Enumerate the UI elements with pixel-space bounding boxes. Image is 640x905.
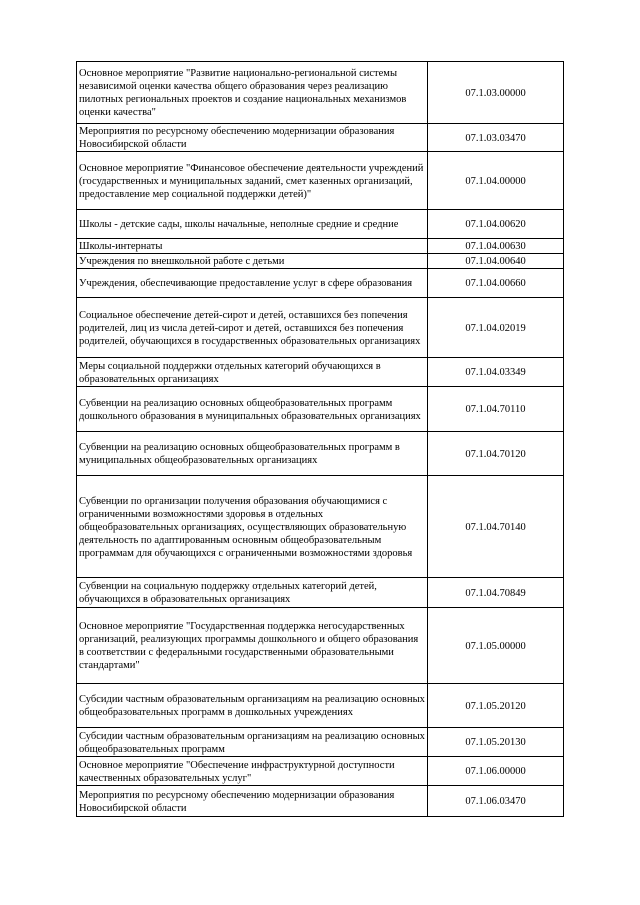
row-code-cell: 07.1.04.70110 (428, 387, 564, 432)
row-code-cell: 07.1.04.70140 (428, 476, 564, 578)
row-code-cell: 07.1.03.00000 (428, 62, 564, 124)
table-row (77, 152, 564, 210)
row-name-cell: Школы-интернаты (77, 239, 428, 254)
row-code-cell: 07.1.05.20120 (428, 684, 564, 728)
row-name-cell: Субвенции на реализацию основных общеобразовательных программ в муниципальных общеобразовательных организациях (77, 432, 428, 476)
row-name-cell: Субвенции по организации получения образования обучающимися с ограниченными возможностями здоровья в отдельных общеобразовательных организациях, осуществляющих образовательную деятельность по адаптированным основным общеобразовательным программам для обучающихся с ограниченными возможностями здоровья (77, 476, 428, 578)
table-row (77, 254, 564, 269)
row-code-cell: 07.1.04.02019 (428, 298, 564, 358)
table-row (77, 786, 564, 817)
budget-classification-table (76, 61, 564, 817)
row-name-cell: Субсидии частным образовательным организациям на реализацию основных общеобразовательных программ (77, 728, 428, 757)
row-name-cell: Учреждения, обеспечивающие предоставление услуг в сфере образования (77, 269, 428, 298)
row-code-cell: 07.1.03.03470 (428, 124, 564, 152)
table-row (77, 578, 564, 608)
table-row (77, 728, 564, 757)
row-name-cell: Учреждения по внешкольной работе с детьми (77, 254, 428, 269)
table-row (77, 269, 564, 298)
table-row (77, 476, 564, 578)
table-row (77, 387, 564, 432)
row-code-cell: 07.1.04.00620 (428, 210, 564, 239)
row-name-cell: Социальное обеспечение детей-сирот и детей, оставшихся без попечения родителей, лиц из числа детей-сирот и детей, оставшихся без попечения родителей, обучающихся в государственных образовательных организациях (77, 298, 428, 358)
table-row (77, 757, 564, 786)
row-name-cell: Мероприятия по ресурсному обеспечению модернизации образования Новосибирской области (77, 786, 428, 817)
row-code-cell: 07.1.06.00000 (428, 757, 564, 786)
row-name-cell: Основное мероприятие "Обеспечение инфраструктурной доступности качественных образовательных услуг" (77, 757, 428, 786)
row-code-cell: 07.1.06.03470 (428, 786, 564, 817)
table-row (77, 62, 564, 124)
row-code-cell: 07.1.04.00630 (428, 239, 564, 254)
table-row (77, 608, 564, 684)
table-body (77, 62, 564, 817)
row-code-cell: 07.1.05.00000 (428, 608, 564, 684)
row-code-cell: 07.1.04.03349 (428, 358, 564, 387)
row-name-cell: Основное мероприятие "Финансовое обеспечение деятельности учреждений (государственных и муниципальных заданий, смет казенных организаций, предоставление мер социальной поддержки детей)" (77, 152, 428, 210)
row-name-cell: Субвенции на социальную поддержку отдельных категорий детей, обучающихся в образовательных организациях (77, 578, 428, 608)
row-code-cell: 07.1.04.70120 (428, 432, 564, 476)
row-code-cell: 07.1.04.00000 (428, 152, 564, 210)
row-name-cell: Мероприятия по ресурсному обеспечению модернизации образования Новосибирской области (77, 124, 428, 152)
table-row (77, 298, 564, 358)
row-code-cell: 07.1.04.00660 (428, 269, 564, 298)
row-name-cell: Основное мероприятие "Развитие национально-региональной системы независимой оценки качества общего образования через реализацию пилотных региональных проектов и создание национальных механизмов оценки качества" (77, 62, 428, 124)
row-name-cell: Субсидии частным образовательным организациям на реализацию основных общеобразовательных программ в дошкольных учреждениях (77, 684, 428, 728)
table-row (77, 210, 564, 239)
row-name-cell: Меры социальной поддержки отдельных категорий обучающихся в образовательных организациях (77, 358, 428, 387)
row-name-cell: Школы - детские сады, школы начальные, неполные средние и средние (77, 210, 428, 239)
table-row (77, 239, 564, 254)
table-row (77, 684, 564, 728)
row-code-cell: 07.1.05.20130 (428, 728, 564, 757)
row-name-cell: Субвенции на реализацию основных общеобразовательных программ дошкольного образования в муниципальных образовательных организациях (77, 387, 428, 432)
table-row (77, 124, 564, 152)
table-row (77, 432, 564, 476)
row-code-cell: 07.1.04.00640 (428, 254, 564, 269)
row-code-cell: 07.1.04.70849 (428, 578, 564, 608)
table-row (77, 358, 564, 387)
row-name-cell: Основное мероприятие "Государственная поддержка негосударственных организаций, реализующих программы дошкольного и общего образования в соответствии с федеральными государственными образовательными стандартами" (77, 608, 428, 684)
